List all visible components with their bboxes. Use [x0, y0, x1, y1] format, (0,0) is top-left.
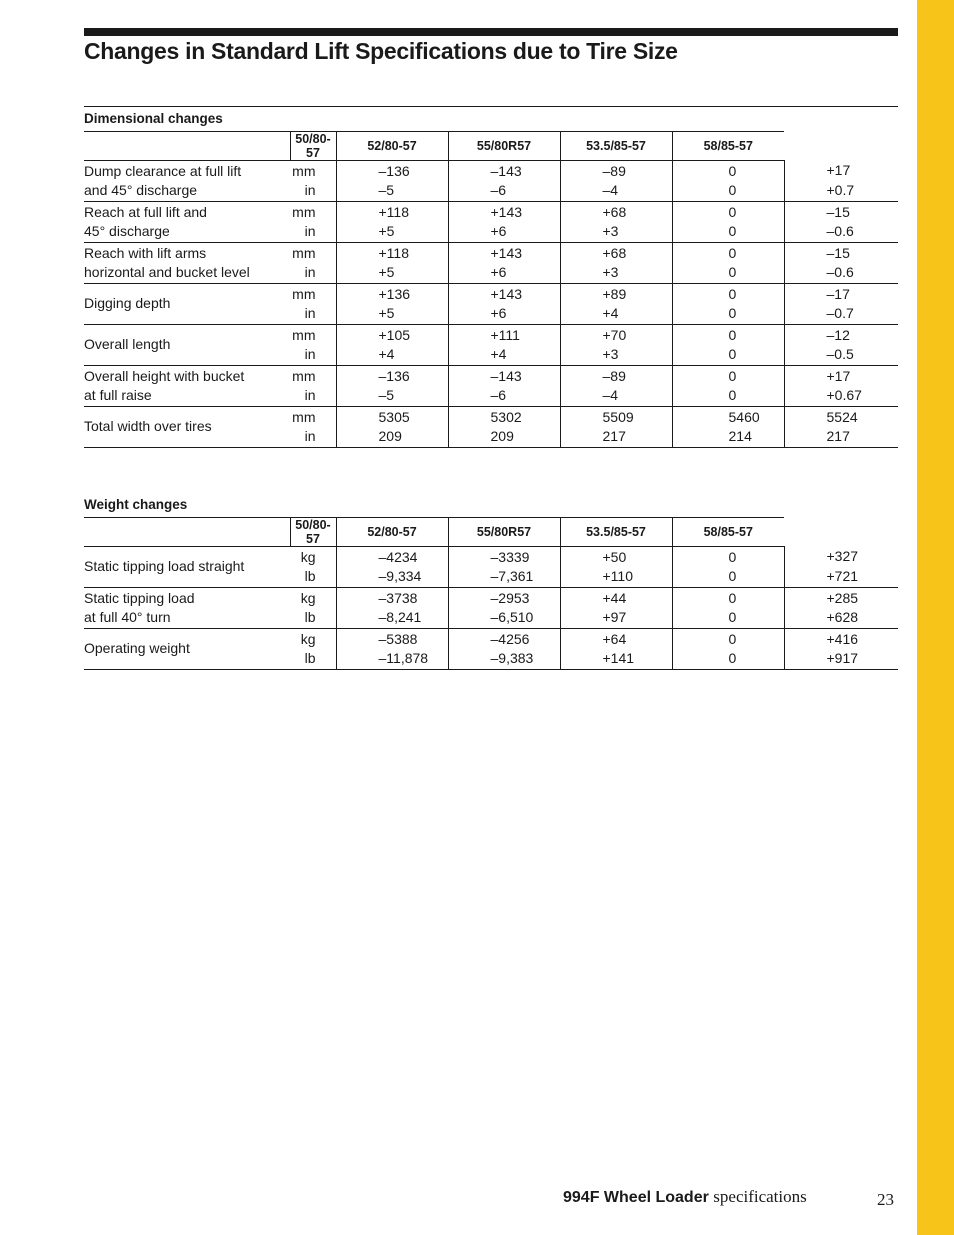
unit-label: in [304, 346, 316, 362]
value: 5302 [490, 408, 522, 425]
value: –4 [602, 387, 619, 403]
value: +136 [378, 285, 411, 302]
value-cell [672, 547, 784, 588]
value: +17 [826, 367, 851, 384]
header-spacer [84, 518, 290, 547]
table-row [84, 284, 898, 325]
table-row [84, 629, 898, 670]
row-units [290, 202, 336, 243]
table-row [84, 547, 898, 588]
table-row [84, 202, 898, 243]
value: +68 [602, 244, 627, 261]
value: +327 [826, 548, 859, 565]
value-cell [448, 202, 560, 243]
value-cell [560, 366, 672, 407]
unit-label: mm [292, 285, 316, 302]
value: –11,878 [378, 650, 429, 666]
row-label-line: at full raise [84, 387, 152, 403]
value: –15 [826, 203, 850, 220]
value: 0 [728, 568, 737, 584]
row-units [290, 366, 336, 407]
value: +6 [490, 305, 507, 321]
value-cell [784, 366, 898, 407]
header-spacer [84, 132, 290, 161]
unit-label: mm [292, 203, 316, 220]
row-units [290, 325, 336, 366]
row-label [84, 366, 290, 407]
unit-label: lb [304, 609, 316, 625]
value: +6 [490, 223, 507, 239]
value: –6,510 [490, 609, 534, 625]
row-units [290, 284, 336, 325]
value: +628 [826, 609, 859, 625]
unit-label: in [304, 264, 316, 280]
value-cell [560, 629, 672, 670]
footer-title [563, 1187, 807, 1207]
column-header-tire-size: 50/80-57 [290, 518, 336, 547]
row-label [84, 629, 290, 670]
value: +4 [378, 346, 395, 362]
table-row [84, 588, 898, 629]
value: 0 [728, 630, 737, 647]
value-cell [672, 629, 784, 670]
value: +917 [826, 650, 859, 666]
value: 0 [728, 326, 737, 343]
value: –5388 [378, 630, 418, 647]
value: –4234 [378, 548, 418, 565]
row-label-line: Overall height with bucket [84, 367, 245, 384]
footer-suffix: specifications [713, 1187, 807, 1206]
value: –0.6 [826, 264, 854, 280]
value: +285 [826, 589, 859, 606]
value: +0.67 [826, 387, 862, 403]
value: 5460 [728, 408, 760, 425]
unit-label: in [304, 182, 316, 198]
table-row [84, 161, 898, 202]
row-units [290, 161, 336, 202]
unit-label: kg [300, 630, 316, 647]
row-label [84, 202, 290, 243]
row-label-line: Reach with lift arms [84, 244, 207, 261]
value-cell [560, 284, 672, 325]
value: –143 [490, 162, 522, 179]
value: 0 [728, 387, 737, 403]
value: –8,241 [378, 609, 422, 625]
row-label-line: Total width over tires [84, 418, 212, 435]
row-label [84, 161, 290, 202]
value: –136 [378, 367, 410, 384]
title-rule [84, 28, 898, 36]
value-cell [560, 243, 672, 284]
column-header-tire-size: 58/85-57 [672, 518, 784, 547]
value-cell [560, 161, 672, 202]
value: +6 [490, 264, 507, 280]
value: +118 [378, 244, 409, 261]
value-cell [336, 284, 448, 325]
table-row [84, 366, 898, 407]
value: 217 [826, 428, 850, 444]
table-row [84, 325, 898, 366]
value: –9,383 [490, 650, 534, 666]
unit-label: mm [292, 367, 316, 384]
section-heading: Dimensional changes [84, 106, 898, 131]
value: +3 [602, 223, 619, 239]
value: –9,334 [378, 568, 422, 584]
value-cell [560, 325, 672, 366]
value-cell [672, 202, 784, 243]
value: 0 [728, 285, 737, 302]
value-cell [336, 629, 448, 670]
value-cell [784, 588, 898, 629]
value: –6 [490, 387, 507, 403]
value-cell [672, 407, 784, 448]
value-cell [560, 407, 672, 448]
value: +89 [602, 285, 627, 302]
row-label [84, 243, 290, 284]
value: 0 [728, 223, 737, 239]
value: 209 [490, 428, 514, 444]
value: 0 [728, 367, 737, 384]
value-cell [672, 366, 784, 407]
row-label-line: Static tipping load straight [84, 558, 245, 575]
value-cell [336, 243, 448, 284]
value: 0 [728, 203, 737, 220]
unit-label: mm [292, 326, 316, 343]
page-number: 23 [877, 1190, 894, 1209]
row-label-line: Reach at full lift and [84, 203, 207, 220]
value-cell [672, 243, 784, 284]
value: 5305 [378, 408, 410, 425]
value-cell [336, 407, 448, 448]
value-cell [784, 161, 898, 202]
value: +143 [490, 244, 523, 261]
value: 0 [728, 589, 737, 606]
value: –12 [826, 326, 850, 343]
value-cell [336, 547, 448, 588]
value: +111 [490, 326, 520, 343]
value-cell [336, 588, 448, 629]
value: +118 [378, 203, 409, 220]
value: +64 [602, 630, 627, 647]
value: +0.7 [826, 181, 855, 198]
table-row [84, 407, 898, 448]
column-header-tire-size: 50/80-57 [290, 132, 336, 161]
column-header-tire-size: 52/80-57 [336, 132, 448, 161]
column-header-tire-size: 55/80R57 [448, 132, 560, 161]
value: +143 [490, 203, 523, 220]
value-cell [336, 202, 448, 243]
value-cell [448, 325, 560, 366]
value: –0.7 [826, 305, 854, 321]
value-cell [784, 407, 898, 448]
value: –4256 [490, 630, 530, 647]
value: +141 [602, 650, 635, 666]
value: –3738 [378, 589, 418, 606]
weight-table [84, 517, 898, 670]
value: +44 [602, 589, 627, 606]
value: +4 [490, 346, 507, 362]
value-cell [336, 161, 448, 202]
value-cell [560, 588, 672, 629]
unit-label: in [304, 223, 316, 239]
row-units [290, 588, 336, 629]
footer-model: 994F Wheel Loader [563, 1189, 709, 1206]
value: –0.6 [826, 223, 854, 239]
row-label-line: 45° discharge [84, 223, 170, 239]
unit-label: kg [300, 589, 316, 606]
column-header-tire-size: 55/80R57 [448, 518, 560, 547]
table-row [84, 243, 898, 284]
value: +70 [602, 326, 627, 343]
unit-label: lb [304, 650, 316, 666]
value-cell [560, 547, 672, 588]
value: –5 [378, 387, 395, 403]
dimensional-section [84, 106, 898, 448]
value: +105 [378, 326, 411, 343]
row-units [290, 547, 336, 588]
row-label [84, 284, 290, 325]
accent-stripe [917, 0, 954, 1235]
row-label-line: Digging depth [84, 295, 171, 312]
value: +4 [602, 305, 619, 321]
unit-label: in [304, 428, 316, 444]
value-cell [560, 202, 672, 243]
value: 0 [728, 162, 737, 179]
row-label [84, 325, 290, 366]
table-header-row [84, 132, 898, 161]
value-cell [448, 161, 560, 202]
value: 0 [728, 244, 737, 261]
value: 0 [728, 305, 737, 321]
row-label-line: Dump clearance at full lift [84, 162, 242, 179]
unit-label: in [304, 305, 316, 321]
value: –136 [378, 162, 410, 179]
value: 209 [378, 428, 402, 444]
value-cell [784, 629, 898, 670]
row-label [84, 407, 290, 448]
value-cell [448, 366, 560, 407]
value: –0.5 [826, 346, 854, 362]
value-cell [672, 588, 784, 629]
value: +50 [602, 548, 627, 565]
row-label [84, 547, 290, 588]
value-cell [672, 325, 784, 366]
unit-label: lb [304, 568, 316, 584]
column-header-tire-size: 53.5/85-57 [560, 132, 672, 161]
value: 217 [602, 428, 626, 444]
value: +416 [826, 630, 859, 647]
value-cell [448, 407, 560, 448]
row-units [290, 629, 336, 670]
value: –2953 [490, 589, 530, 606]
row-label-line: at full 40° turn [84, 609, 171, 625]
value: +5 [378, 264, 395, 280]
value: +97 [602, 609, 627, 625]
value: +5 [378, 305, 395, 321]
value: –3339 [490, 548, 530, 565]
value-cell [784, 325, 898, 366]
value: –6 [490, 182, 507, 198]
value-cell [784, 243, 898, 284]
value-cell [448, 588, 560, 629]
value: 0 [728, 609, 737, 625]
page-title: Changes in Standard Lift Specifications due to Tire Size [84, 38, 678, 64]
section-heading: Weight changes [84, 497, 188, 512]
value: 0 [728, 548, 737, 565]
value: +3 [602, 346, 619, 362]
value: 5509 [602, 408, 634, 425]
value-cell [784, 202, 898, 243]
weight-section [84, 493, 898, 670]
value: 0 [728, 346, 737, 362]
value-cell [448, 547, 560, 588]
row-units [290, 407, 336, 448]
row-label-line: Static tipping load [84, 589, 195, 606]
dimensional-table [84, 131, 898, 448]
value: –5 [378, 182, 395, 198]
value-cell [784, 284, 898, 325]
value: 214 [728, 428, 752, 444]
value: –7,361 [490, 568, 534, 584]
value: +5 [378, 223, 395, 239]
row-label-line: horizontal and bucket level [84, 264, 250, 280]
value: +110 [602, 568, 633, 584]
value-cell [448, 284, 560, 325]
unit-label: mm [292, 408, 316, 425]
row-label-line: Overall length [84, 336, 171, 353]
row-label-line: Operating weight [84, 640, 190, 657]
value-cell [784, 547, 898, 588]
value: 0 [728, 264, 737, 280]
value-cell [672, 284, 784, 325]
value: –15 [826, 244, 850, 261]
value-cell [448, 243, 560, 284]
value: –89 [602, 162, 626, 179]
column-header-tire-size: 53.5/85-57 [560, 518, 672, 547]
column-header-tire-size: 52/80-57 [336, 518, 448, 547]
value: 0 [728, 650, 737, 666]
unit-label: in [304, 387, 316, 403]
value: +3 [602, 264, 619, 280]
value-cell [672, 161, 784, 202]
value: –4 [602, 182, 619, 198]
value-cell [336, 325, 448, 366]
value-cell [448, 629, 560, 670]
value: 5524 [826, 408, 858, 425]
value: –17 [826, 285, 850, 302]
value-cell [336, 366, 448, 407]
table-header-row [84, 518, 898, 547]
value: –89 [602, 367, 626, 384]
unit-label: kg [300, 548, 316, 565]
value: +17 [826, 162, 851, 179]
value: +68 [602, 203, 627, 220]
row-units [290, 243, 336, 284]
value: +721 [826, 567, 859, 584]
value: –143 [490, 367, 522, 384]
value: 0 [728, 182, 737, 198]
row-label-line: and 45° discharge [84, 182, 198, 198]
row-label [84, 588, 290, 629]
unit-label: mm [292, 162, 316, 179]
unit-label: mm [292, 244, 316, 261]
value: +143 [490, 285, 523, 302]
column-header-tire-size: 58/85-57 [672, 132, 784, 161]
